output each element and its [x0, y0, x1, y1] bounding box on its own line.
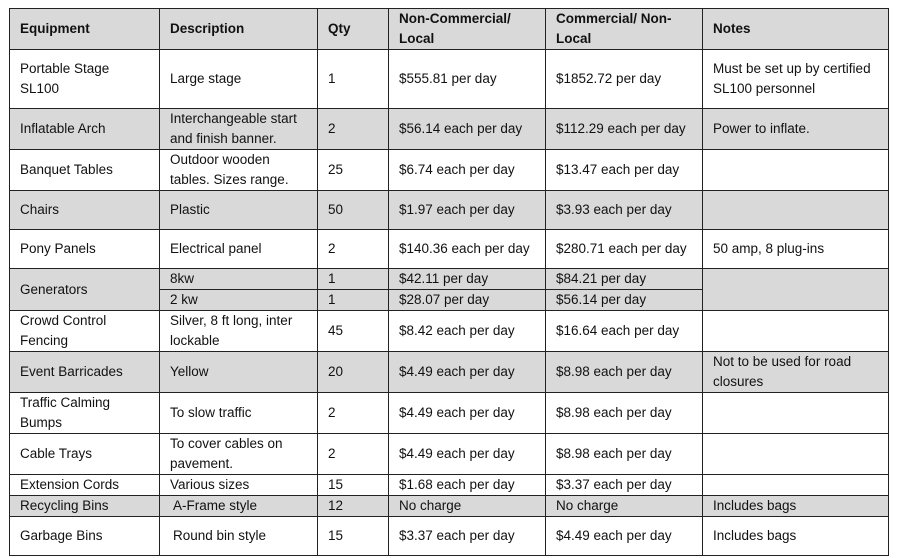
commercial-cell: $8.98 each per day [546, 393, 703, 434]
header-row [10, 9, 889, 50]
qty-cell: 2 [318, 393, 389, 434]
commercial-cell: $3.93 each per day [546, 191, 703, 230]
description-cell: 2 kw [160, 290, 318, 311]
non-commercial-cell: $42.11 per day [389, 269, 546, 290]
notes-cell [703, 311, 889, 352]
header-description: Description [160, 9, 318, 50]
non-commercial-cell: No charge [389, 496, 546, 517]
commercial-cell: $84.21 per day [546, 269, 703, 290]
header-notes: Notes [703, 9, 889, 50]
qty-cell: 15 [318, 475, 389, 496]
table-row [10, 150, 889, 191]
table-row [10, 517, 889, 556]
notes-cell [703, 191, 889, 230]
description-cell: Round bin style [160, 517, 318, 556]
non-commercial-cell: $56.14 each per day [389, 109, 546, 150]
commercial-cell: $112.29 each per day [546, 109, 703, 150]
commercial-cell: No charge [546, 496, 703, 517]
notes-cell [703, 150, 889, 191]
table-row [10, 496, 889, 517]
equipment-cell: Inflatable Arch [10, 109, 160, 150]
description-cell: Electrical panel [160, 230, 318, 269]
description-cell: To slow traffic [160, 393, 318, 434]
equipment-cell: Generators [10, 269, 160, 311]
qty-cell: 20 [318, 352, 389, 393]
table-row [10, 311, 889, 352]
description-cell: Silver, 8 ft long, inter lockable [160, 311, 318, 352]
notes-cell: 50 amp, 8 plug-ins [703, 230, 889, 269]
table-row [10, 50, 889, 109]
qty-cell: 1 [318, 50, 389, 109]
commercial-cell: $16.64 each per day [546, 311, 703, 352]
equipment-rates-table [9, 8, 889, 556]
description-cell: 8kw [160, 269, 318, 290]
description-cell: To cover cables on pavement. [160, 434, 318, 475]
commercial-cell: $1852.72 per day [546, 50, 703, 109]
non-commercial-cell: $6.74 each per day [389, 150, 546, 191]
equipment-cell: Portable Stage SL100 [10, 50, 160, 109]
qty-cell: 2 [318, 434, 389, 475]
qty-cell: 12 [318, 496, 389, 517]
table-row [10, 475, 889, 496]
non-commercial-cell: $3.37 each per day [389, 517, 546, 556]
notes-cell [703, 434, 889, 475]
equipment-cell: Banquet Tables [10, 150, 160, 191]
notes-cell [703, 269, 889, 311]
table-row [10, 352, 889, 393]
header-non-commercial: Non-Commercial/ Local [389, 9, 546, 50]
equipment-cell: Event Barricades [10, 352, 160, 393]
non-commercial-cell: $1.97 each per day [389, 191, 546, 230]
header-equipment: Equipment [10, 9, 160, 50]
description-cell: Various sizes [160, 475, 318, 496]
commercial-cell: $8.98 each per day [546, 434, 703, 475]
qty-cell: 1 [318, 290, 389, 311]
description-cell: A-Frame style [160, 496, 318, 517]
non-commercial-cell: $4.49 each per day [389, 434, 546, 475]
non-commercial-cell: $1.68 each per day [389, 475, 546, 496]
table-row [10, 230, 889, 269]
commercial-cell: $13.47 each per day [546, 150, 703, 191]
notes-cell: Power to inflate. [703, 109, 889, 150]
description-cell: Plastic [160, 191, 318, 230]
non-commercial-cell: $140.36 each per day [389, 230, 546, 269]
non-commercial-cell: $28.07 per day [389, 290, 546, 311]
table-row [10, 191, 889, 230]
description-cell: Interchangeable start and finish banner. [160, 109, 318, 150]
equipment-cell: Garbage Bins [10, 517, 160, 556]
qty-cell: 1 [318, 269, 389, 290]
equipment-cell: Recycling Bins [10, 496, 160, 517]
qty-cell: 50 [318, 191, 389, 230]
commercial-cell: $3.37 each per day [546, 475, 703, 496]
equipment-cell: Cable Trays [10, 434, 160, 475]
non-commercial-cell: $4.49 each per day [389, 393, 546, 434]
qty-cell: 25 [318, 150, 389, 191]
table-row [10, 434, 889, 475]
notes-cell: Includes bags [703, 496, 889, 517]
table-row [10, 393, 889, 434]
commercial-cell: $8.98 each per day [546, 352, 703, 393]
equipment-cell: Crowd Control Fencing [10, 311, 160, 352]
commercial-cell: $4.49 each per day [546, 517, 703, 556]
non-commercial-cell: $555.81 per day [389, 50, 546, 109]
equipment-cell: Extension Cords [10, 475, 160, 496]
notes-cell: Not to be used for road closures [703, 352, 889, 393]
commercial-cell: $56.14 per day [546, 290, 703, 311]
qty-cell: 45 [318, 311, 389, 352]
non-commercial-cell: $4.49 each per day [389, 352, 546, 393]
header-commercial: Commercial/ Non-Local [546, 9, 703, 50]
notes-cell: Includes bags [703, 517, 889, 556]
notes-cell: Must be set up by certified SL100 personnel [703, 50, 889, 109]
non-commercial-cell: $8.42 each per day [389, 311, 546, 352]
table-row [10, 269, 889, 290]
notes-cell [703, 475, 889, 496]
qty-cell: 2 [318, 109, 389, 150]
table-row [10, 109, 889, 150]
commercial-cell: $280.71 each per day [546, 230, 703, 269]
qty-cell: 2 [318, 230, 389, 269]
equipment-cell: Chairs [10, 191, 160, 230]
header-qty: Qty [318, 9, 389, 50]
description-cell: Large stage [160, 50, 318, 109]
description-cell: Outdoor wooden tables. Sizes range. [160, 150, 318, 191]
description-cell: Yellow [160, 352, 318, 393]
equipment-cell: Pony Panels [10, 230, 160, 269]
equipment-cell: Traffic Calming Bumps [10, 393, 160, 434]
qty-cell: 15 [318, 517, 389, 556]
notes-cell [703, 393, 889, 434]
